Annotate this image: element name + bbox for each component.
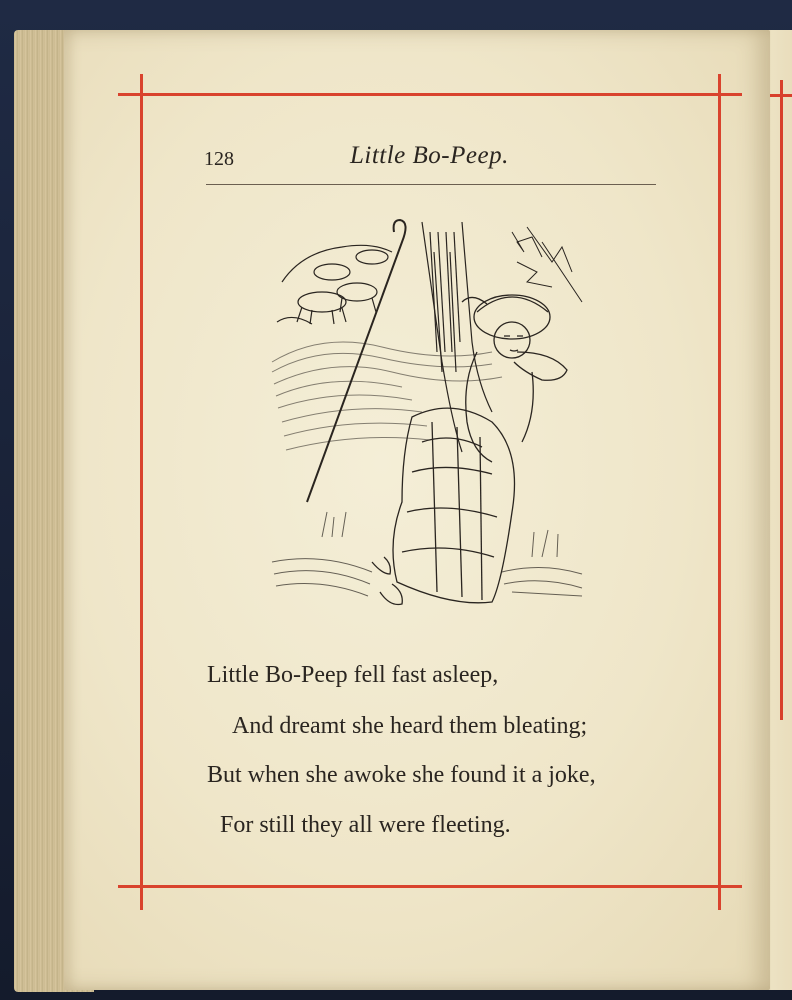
girl-asleep-under-tree-with-crook-and-sheep-icon [262,212,598,622]
verse-line-2: And dreamt she heard them bleating; [232,713,588,739]
tree-trunk [422,222,492,452]
sheep-group-icon [277,245,392,324]
header-rule [206,184,656,185]
sleeping-girl [372,295,567,605]
grass-hatching [272,512,582,596]
foliage [512,227,582,302]
red-frame-right [718,74,721,910]
verse-line-1: Little Bo-Peep fell fast asleep, [207,662,499,688]
facing-page-red-rule-vertical [780,80,783,720]
verse-line-3: But when she awoke she found it a joke, [207,762,596,788]
red-frame-left [140,74,143,910]
shepherd-crook-icon [307,220,406,502]
page-number: 128 [204,148,234,170]
running-title: Little Bo-Peep. [350,142,509,169]
background-hatching [272,342,502,450]
verse-line-4: For still they all were fleeting. [220,812,511,838]
red-frame-bottom [118,885,742,888]
red-frame-top [118,93,742,96]
